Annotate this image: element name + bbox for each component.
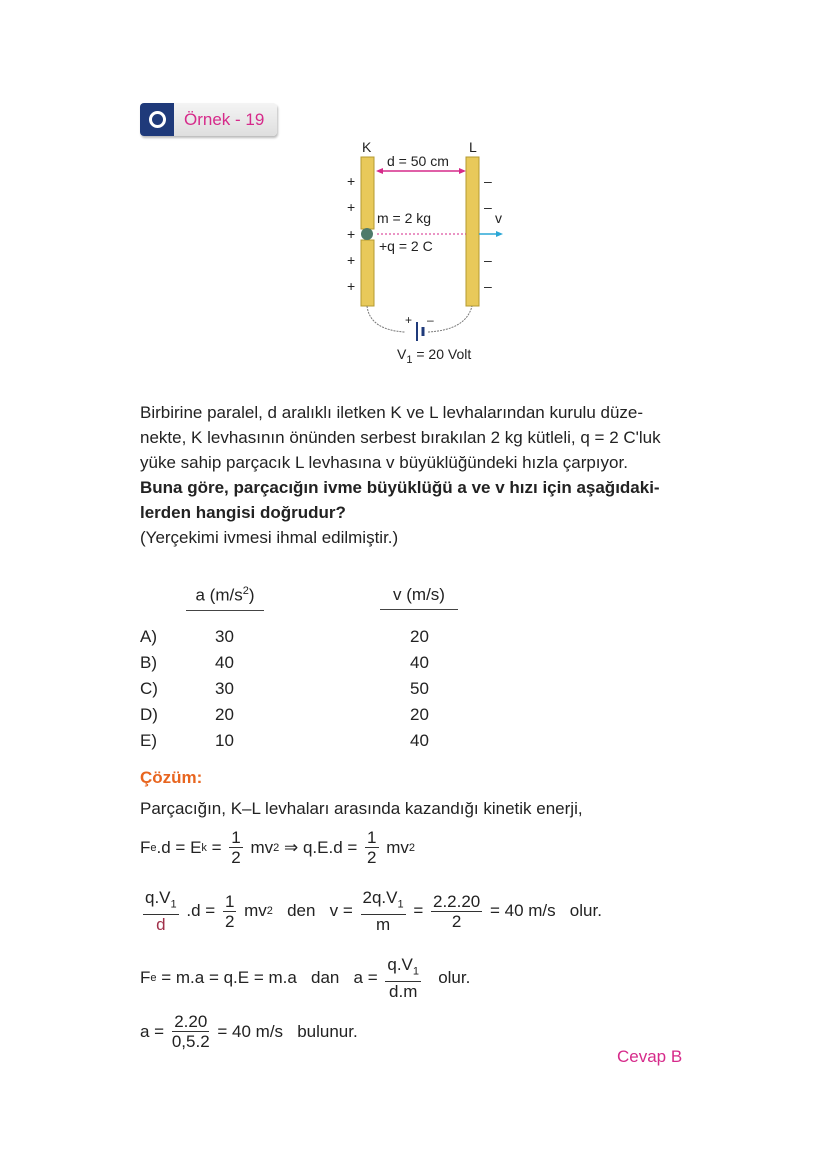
numerator: 1 — [224, 891, 235, 911]
charge-label: +q = 2 C — [379, 238, 433, 254]
option-row-a[interactable] — [140, 627, 460, 653]
col-a-sup: 2 — [242, 585, 249, 597]
option-label: B) — [140, 653, 157, 672]
eq-sup: 2 — [266, 905, 273, 918]
problem-line: Birbirine paralel, d aralıklı iletken K ve L levhalarından kurulu düze- — [140, 403, 644, 422]
question-line: lerden hangisi doğrudur? — [140, 503, 346, 522]
problem-text — [140, 400, 661, 550]
problem-line: nekte, K levhasının önünden serbest bırakılan 2 kg kütleli, q = 2 C'luk — [140, 428, 661, 447]
fraction — [365, 828, 378, 867]
eq-text: F — [140, 968, 151, 988]
denominator: d — [156, 915, 166, 935]
battery-plus: + — [405, 313, 413, 327]
numerator: 1 — [367, 828, 377, 847]
eq-sup: 2 — [408, 841, 416, 854]
diagram-graphics — [0, 0, 828, 380]
eq-text: den v = — [272, 901, 358, 921]
option-v-value: 40 — [410, 653, 429, 672]
num-text: q.V — [387, 955, 413, 974]
option-label: C) — [140, 679, 158, 698]
fraction — [223, 892, 236, 931]
problem-line: yüke sahip parçacık L levhasına v büyüklüğündeki hızla çarpıyor. — [140, 453, 628, 472]
fraction — [172, 1012, 210, 1051]
fraction — [143, 888, 179, 934]
answer-label: Cevap B — [617, 1047, 683, 1066]
option-v-value: 40 — [410, 731, 429, 750]
numerator — [143, 888, 179, 915]
numerator: 2.20 — [174, 1012, 208, 1031]
eq-text: .d = — [181, 901, 220, 921]
plus-sign: + — [347, 199, 356, 215]
eq-sub: e — [150, 841, 157, 854]
eq-sub: k — [201, 841, 207, 854]
equation-2 — [140, 888, 602, 934]
option-a-value: 10 — [215, 731, 234, 750]
option-v-value: 20 — [410, 627, 429, 646]
fraction — [229, 828, 242, 867]
eq-text: mv — [239, 901, 267, 921]
question-line: Buna göre, parçacığın ivme büyüklüğü a ve v hızı için aşağıdaki- — [140, 478, 660, 497]
denominator: 2 — [367, 848, 377, 867]
num-sub: 1 — [412, 965, 420, 978]
voltage-symbol: V — [397, 346, 407, 362]
problem-note: (Yerçekimi ivmesi ihmal edilmiştir.) — [140, 528, 399, 547]
denominator: m — [375, 915, 391, 935]
example-label: Örnek - 19 — [184, 110, 265, 129]
eq-sup: 2 — [273, 841, 280, 854]
numerator — [361, 888, 406, 915]
option-row-b[interactable] — [140, 653, 460, 679]
plus-sign: + — [347, 226, 356, 242]
num-text: 2q.V — [362, 888, 398, 907]
eq-text: = 40 m/s bulunur. — [212, 1021, 358, 1041]
fraction — [361, 888, 406, 934]
eq-text: = — [408, 901, 428, 921]
minus-sign: – — [484, 278, 492, 294]
plate-l-label: L — [469, 139, 477, 155]
option-v-value: 50 — [410, 679, 429, 698]
denominator: 0,5.2 — [171, 1032, 210, 1051]
plus-sign: + — [347, 278, 356, 294]
numerator: 2.2.20 — [432, 891, 481, 911]
fraction — [431, 892, 482, 931]
option-label: A) — [140, 627, 157, 646]
equation-1 — [140, 828, 415, 867]
eq-text: a = — [140, 1021, 169, 1041]
eq-text: = — [206, 837, 227, 857]
solution-title: Çözüm: — [140, 768, 203, 787]
eq-text: F — [140, 837, 151, 857]
eq-text: olur. — [424, 968, 471, 988]
eq-text: ⇒ q.E.d = — [279, 837, 363, 857]
voltage-label — [397, 346, 471, 366]
minus-sign: – — [484, 252, 492, 268]
denominator: 2 — [451, 911, 462, 931]
voltage-subscript: 1 — [406, 353, 413, 366]
eq-text: .d = E — [156, 837, 202, 857]
option-a-value: 20 — [215, 705, 234, 724]
eq-text: = m.a = q.E = m.a dan a = — [156, 968, 383, 988]
plus-sign: + — [347, 252, 356, 268]
equation-3 — [140, 955, 470, 1001]
eq-text: mv — [245, 837, 274, 857]
option-a-value: 40 — [215, 653, 234, 672]
mass-label: m = 2 kg — [377, 210, 432, 226]
denominator: 2 — [224, 911, 235, 931]
velocity-label: v — [495, 210, 502, 226]
solution-intro: Parçacığın, K–L levhaları arasında kazandığı kinetik enerji, — [140, 799, 583, 818]
num-sub: 1 — [170, 898, 177, 911]
num-text: q.V — [145, 888, 171, 907]
minus-sign: – — [484, 199, 492, 215]
eq-text: = 40 m/s olur. — [485, 901, 602, 921]
option-label: D) — [140, 705, 158, 724]
num-sub: 1 — [397, 898, 404, 911]
numerator — [385, 955, 421, 982]
plate-k-label: K — [362, 139, 372, 155]
numerator: 1 — [231, 828, 241, 847]
option-row-c[interactable] — [140, 679, 460, 705]
col-a-end: ) — [248, 585, 255, 605]
voltage-value: = 20 Volt — [412, 346, 472, 362]
battery-minus: – — [427, 313, 434, 327]
option-v-value: 20 — [410, 705, 429, 724]
denominator: 2 — [231, 848, 241, 867]
eq-sub: e — [150, 972, 157, 985]
option-a-value: 30 — [215, 679, 234, 698]
col-a-text: a (m/s — [195, 585, 243, 605]
eq-text: mv — [381, 837, 409, 857]
fraction — [385, 955, 421, 1001]
distance-label: d = 50 cm — [387, 153, 449, 169]
option-label: E) — [140, 731, 157, 750]
minus-sign: – — [484, 173, 492, 189]
option-row-d[interactable] — [140, 705, 460, 731]
equation-4 — [140, 1012, 358, 1051]
column-header-v: v (m/s) — [380, 585, 458, 610]
column-header-a — [186, 585, 264, 611]
denominator: d.m — [389, 982, 418, 1002]
option-a-value: 30 — [215, 627, 234, 646]
plus-sign: + — [347, 173, 356, 189]
option-row-e[interactable] — [140, 731, 460, 757]
